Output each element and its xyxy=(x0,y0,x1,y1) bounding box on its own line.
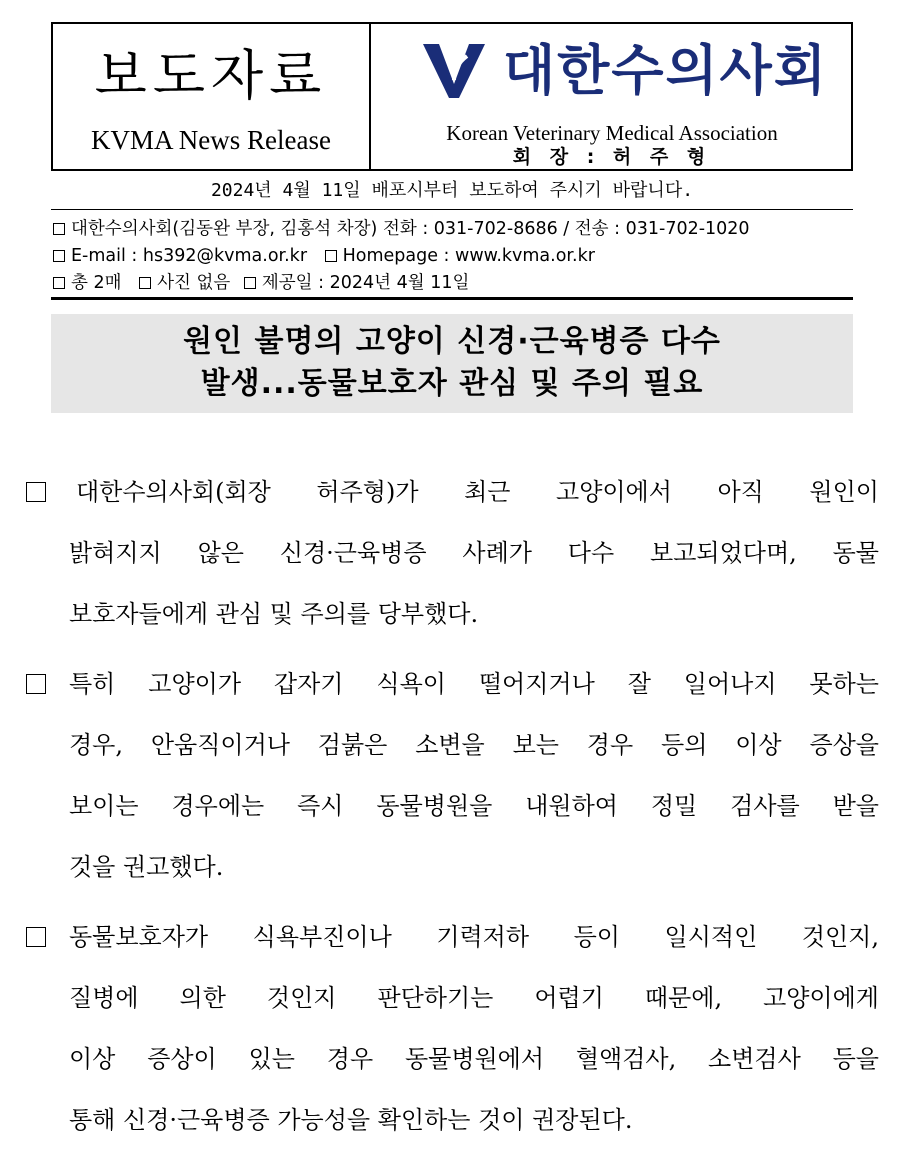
paragraph-line: 것을 권고했다. xyxy=(69,853,224,881)
contact-line-1 xyxy=(53,218,750,240)
headline-line-2: 발생...동물보호자 관심 및 주의 필요 xyxy=(200,366,704,401)
headline-line-1: 원인 불명의 고양이 신경·근육병증 다수 xyxy=(183,324,721,359)
president-line: 회 장 : 허 주 형 xyxy=(512,146,712,168)
checkbox-icon xyxy=(53,277,65,289)
headline-box xyxy=(51,314,853,413)
org-name-english: Korean Veterinary Medical Association xyxy=(446,121,778,145)
checkbox-icon xyxy=(53,250,65,262)
checkbox-icon xyxy=(325,250,337,262)
contact-info: 대한수의사회(김동완 부장, 김홍석 차장) 전화 : 031-702-8686 / 전송 : 031-702-1020 xyxy=(71,219,750,239)
photo-info: 사진 없음 xyxy=(157,273,231,293)
checkbox-icon xyxy=(244,277,256,289)
release-subtitle: KVMA News Release xyxy=(91,125,331,155)
paragraph-line: 질병에 의한 것인지 판단하기는 어렵기 때문에, 고양이에게 xyxy=(69,984,879,1012)
release-date: 제공일 : 2024년 4월 11일 xyxy=(261,273,470,293)
paragraph-line: 밝혀지지 않은 신경·근육병증 사례가 다수 보고되었다며, 동물 xyxy=(69,539,879,567)
page-count: 총 2매 xyxy=(71,273,122,293)
checkbox-icon xyxy=(53,223,65,235)
paragraph-line: 이상 증상이 있는 경우 동물병원에서 혈액검사, 소변검사 등을 xyxy=(69,1045,879,1073)
paragraph-line: 동물보호자가 식욕부진이나 기력저하 등이 일시적인 것인지, xyxy=(69,923,879,951)
paragraph-line: 특히 고양이가 갑자기 식욕이 떨어지거나 잘 일어나지 못하는 xyxy=(69,670,879,698)
checkbox-bullet-icon xyxy=(26,482,46,502)
checkbox-bullet-icon xyxy=(26,927,46,947)
release-title: 보도자료 xyxy=(94,44,328,107)
paragraph-line: 경우, 안움직이거나 검붉은 소변을 보는 경우 등의 이상 증상을 xyxy=(69,731,879,759)
contact-homepage: Homepage : www.kvma.or.kr xyxy=(342,246,595,266)
contact-email: E-mail : hs392@kvma.or.kr xyxy=(71,246,308,266)
divider-rule-thick xyxy=(51,297,853,300)
checkbox-icon xyxy=(139,277,151,289)
press-release-header xyxy=(51,22,853,171)
contact-line-3 xyxy=(53,272,469,294)
checkbox-bullet-icon xyxy=(26,674,46,694)
org-name-korean: 대한수의사회 xyxy=(503,39,828,102)
paragraph-line: 통해 신경·근육병증 가능성을 확인하는 것이 권장된다. xyxy=(69,1106,633,1134)
kvma-logo-icon xyxy=(421,40,487,102)
paragraph-line: 보이는 경우에는 즉시 동물병원을 내원하여 정밀 검사를 받을 xyxy=(69,792,879,820)
divider-rule xyxy=(51,209,853,210)
contact-line-2 xyxy=(53,245,595,267)
paragraph-line: 대한수의사회(회장 허주형)가 최근 고양이에서 아직 원인이 xyxy=(76,478,879,506)
embargo-notice: 2024년 4월 11일 배포시부터 보도하여 주시기 바랍니다. xyxy=(210,180,694,201)
paragraph-line: 보호자들에게 관심 및 주의를 당부했다. xyxy=(69,600,479,628)
